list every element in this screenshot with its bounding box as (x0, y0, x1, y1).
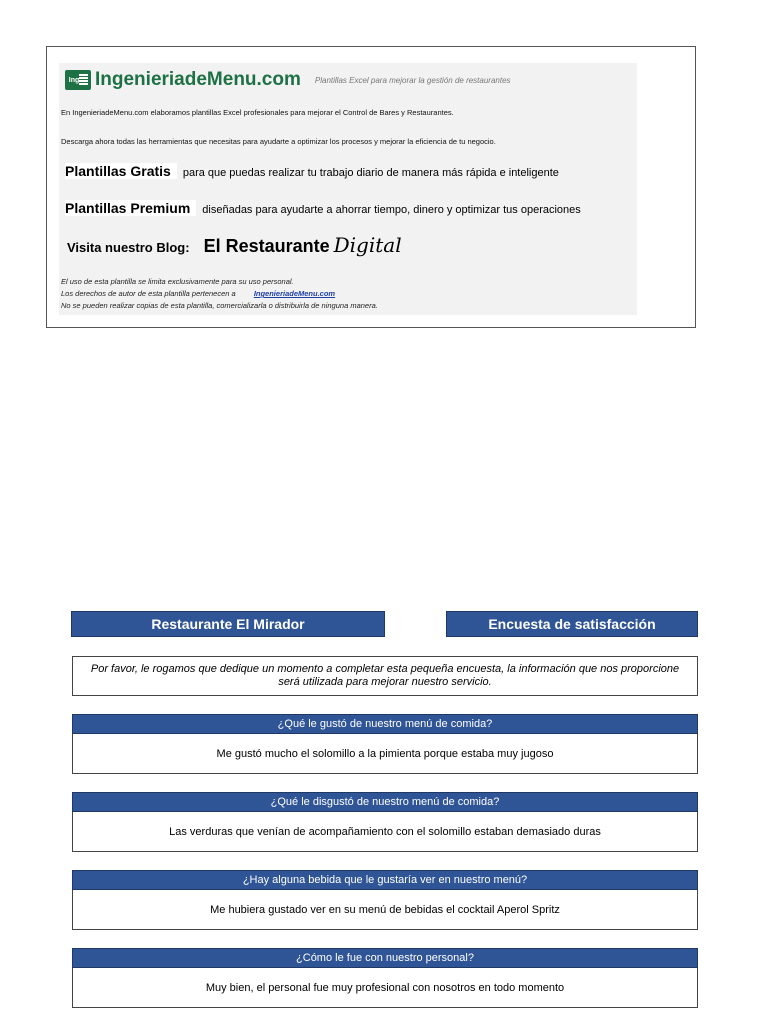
brand-row (65, 69, 511, 91)
premium-plan-title[interactable]: Plantillas Premium (65, 200, 196, 216)
legal-line-1: El uso de esta plantilla se limita exclusivamente para su uso personal. (61, 277, 294, 286)
brand-tagline: Plantillas Excel para mejorar la gestión de restaurantes (314, 75, 511, 85)
blog-script[interactable]: Digital (333, 233, 402, 257)
brand-name[interactable]: IngenieriadeMenu.com (95, 69, 301, 90)
free-plan-desc: para que puedas realizar tu trabajo diario de manera más rápida e inteligente (182, 167, 559, 179)
promo-panel (59, 63, 637, 315)
free-plan-title[interactable]: Plantillas Gratis (65, 163, 177, 179)
question-label: ¿Hay alguna bebida que le gustaría ver en nuestro menú? (72, 870, 698, 890)
answer-field[interactable]: Muy bien, el personal fue muy profesional con nosotros en todo momento (72, 968, 698, 1008)
blog-name[interactable]: El Restaurante (203, 236, 330, 256)
question-label: ¿Cómo le fue con nuestro personal? (72, 948, 698, 968)
promo-line-2: Descarga ahora todas las herramientas que necesitas para ayudarte a optimizar los procesos y mejorar la eficiencia de tu negocio. (61, 137, 496, 146)
legal-link[interactable]: IngenieriadeMenu.com (253, 289, 336, 298)
premium-plan-desc: diseñadas para ayudarte a ahorrar tiempo, dinero y optimizar tus operaciones (202, 204, 581, 216)
question-label: ¿Qué le gustó de nuestro menú de comida? (72, 714, 698, 734)
legal-line-3: No se pueden realizar copias de esta plantilla, comercializarla o distribuirla de ninguna manera. (61, 301, 378, 310)
question-block (72, 792, 698, 852)
legal-line-2 (61, 289, 335, 298)
answer-field[interactable]: Las verduras que venían de acompañamiento con el solomillo estaban demasiado duras (72, 812, 698, 852)
restaurant-header: Restaurante El Mirador (71, 611, 385, 637)
blog-row[interactable] (67, 233, 402, 257)
blog-label: Visita nuestro Blog: (67, 240, 190, 255)
question-block (72, 714, 698, 774)
free-plan-row[interactable] (65, 163, 559, 179)
answer-field[interactable]: Me gustó mucho el solomillo a la pimienta porque estaba muy jugoso (72, 734, 698, 774)
promo-banner (46, 46, 696, 328)
promo-line-1: En IngenieriadeMenu.com elaboramos plantillas Excel profesionales para mejorar el Control de Bares y Restaurantes. (61, 108, 454, 117)
survey-title-header: Encuesta de satisfacción (446, 611, 698, 637)
question-label: ¿Qué le disgustó de nuestro menú de comida? (72, 792, 698, 812)
logo-badge-text: Ing (68, 76, 80, 84)
legal-line-2-text: Los derechos de autor de esta plantilla pertenecen a (61, 289, 236, 298)
premium-plan-row[interactable] (65, 200, 581, 216)
excel-logo-icon (65, 70, 91, 90)
question-block (72, 948, 698, 1008)
question-block (72, 870, 698, 930)
answer-field[interactable]: Me hubiera gustado ver en su menú de bebidas el cocktail Aperol Spritz (72, 890, 698, 930)
survey-intro: Por favor, le rogamos que dedique un momento a completar esta pequeña encuesta, la información que nos proporcione será utilizada para mejorar nuestro servicio. (72, 656, 698, 696)
